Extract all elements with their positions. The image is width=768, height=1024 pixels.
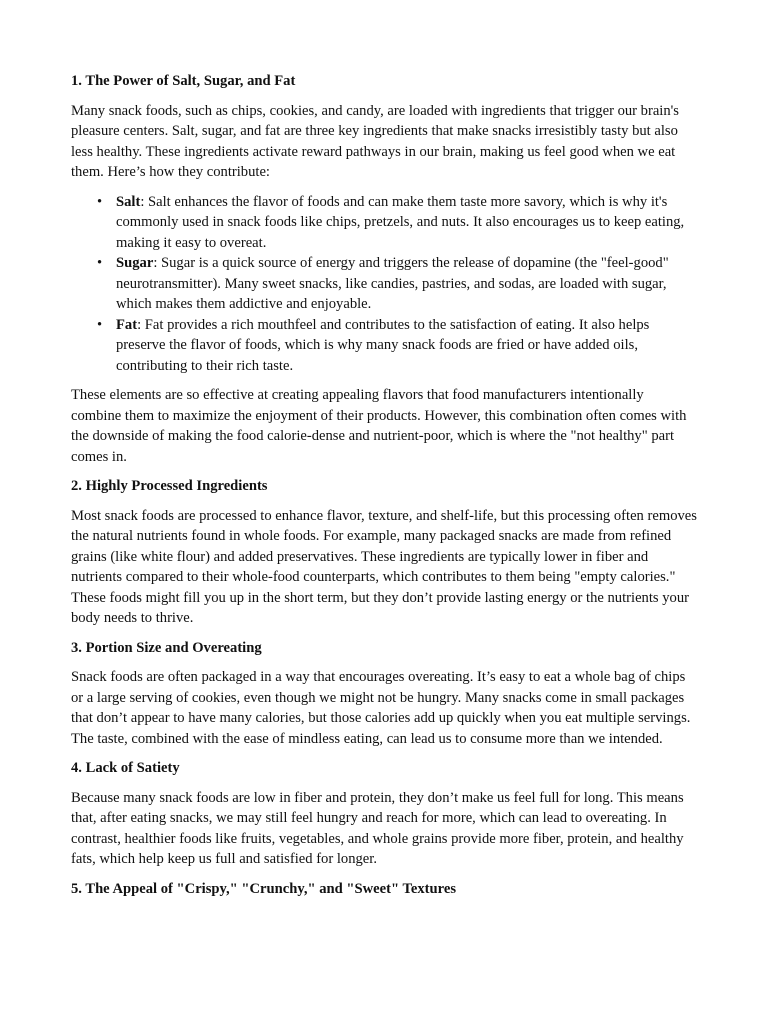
section-heading-processed-ingredients: 2. Highly Processed Ingredients — [71, 478, 268, 494]
section-body-paragraph: Because many snack foods are low in fiber and protein, they don’t make us feel full for long. This means that, after eating snacks, we may still feel hungry and reach for more, which can lead to overeating. In contrast, healthier foods like fruits, vegetables, and whole grains provide more fiber, protein, and healthy fats, which help keep us full and satisfied for longer. — [71, 789, 684, 867]
section-heading-portion-size: 3. Portion Size and Overeating — [71, 639, 262, 656]
bullet-term: Fat — [116, 316, 138, 333]
section-heading-textures: 5. The Appeal of "Crispy," "Crunchy," and "Sweet" Textures — [71, 880, 457, 897]
section-outro-paragraph: These elements are so effective at creating appealing flavors that food manufacturers intentionally combine them to maximize the enjoyment of their products. However, this combination often comes with the downside of making the food calorie-dense and nutrient-poor, which is where the "not healthy" part comes in. — [71, 387, 687, 465]
ingredient-bullet-list — [71, 192, 697, 377]
list-item-salt — [97, 192, 697, 254]
section-heading-lack-of-satiety: 4. Lack of Satiety — [71, 760, 180, 776]
section-body-paragraph: Most snack foods are processed to enhance flavor, texture, and shelf-life, but this processing often removes the natural nutrients found in whole foods. For example, many packaged snacks are made from refined grains (like white flour) and added preservatives. These ingredients are typically lower in fiber and nutrients compared to their whole-food counterparts, which contributes to them being "empty calories." These foods might fill you up in the short term, but they don’t provide lasting energy or the nutrients your body needs to thrive. — [71, 507, 697, 626]
section-intro-paragraph: Many snack foods, such as chips, cookies, and candy, are loaded with ingredients that trigger our brain's pleasure centers. Salt, sugar, and fat are three key ingredients that make snacks irresistibly tasty but also less healthy. These ingredients activate reward pathways in our brain, making us feel good when we eat them. Here’s how they contribute: — [71, 102, 679, 180]
bullet-icon: • — [97, 316, 103, 333]
bullet-text: : Salt enhances the flavor of foods and can make them taste more savory, which is why it's commonly used in snack foods like chips, pretzels, and nuts. It also encourages us to keep eating, making it easy to overeat. — [116, 193, 685, 251]
bullet-term: Salt — [116, 193, 141, 210]
bullet-text: : Fat provides a rich mouthfeel and contributes to the satisfaction of eating. It also helps preserve the flavor of foods, which is why many snack foods are fried or have added oils, contributing to their rich taste. — [116, 316, 650, 374]
section-heading-salt-sugar-fat: 1. The Power of Salt, Sugar, and Fat — [71, 73, 296, 89]
bullet-term: Sugar — [116, 255, 154, 271]
list-item-sugar — [97, 253, 697, 315]
bullet-icon: • — [97, 193, 103, 210]
section-body-paragraph: Snack foods are often packaged in a way that encourages overeating. It’s easy to eat a whole bag of chips or a large serving of cookies, even though we might not be hungry. Many snacks come in small packages that don’t appear to have many calories, but those calories add up quickly when you eat multiple servings. The taste, combined with the ease of mindless eating, can lead us to consume more than we intended. — [71, 669, 691, 747]
bullet-icon: • — [97, 255, 103, 271]
list-item-fat — [97, 315, 697, 377]
bullet-text: : Sugar is a quick source of energy and triggers the release of dopamine (the "feel-good" neurotransmitter). Many sweet snacks, like candies, pastries, and sodas, are loaded with sugar, which makes them addictive and enjoyable. — [116, 255, 669, 312]
